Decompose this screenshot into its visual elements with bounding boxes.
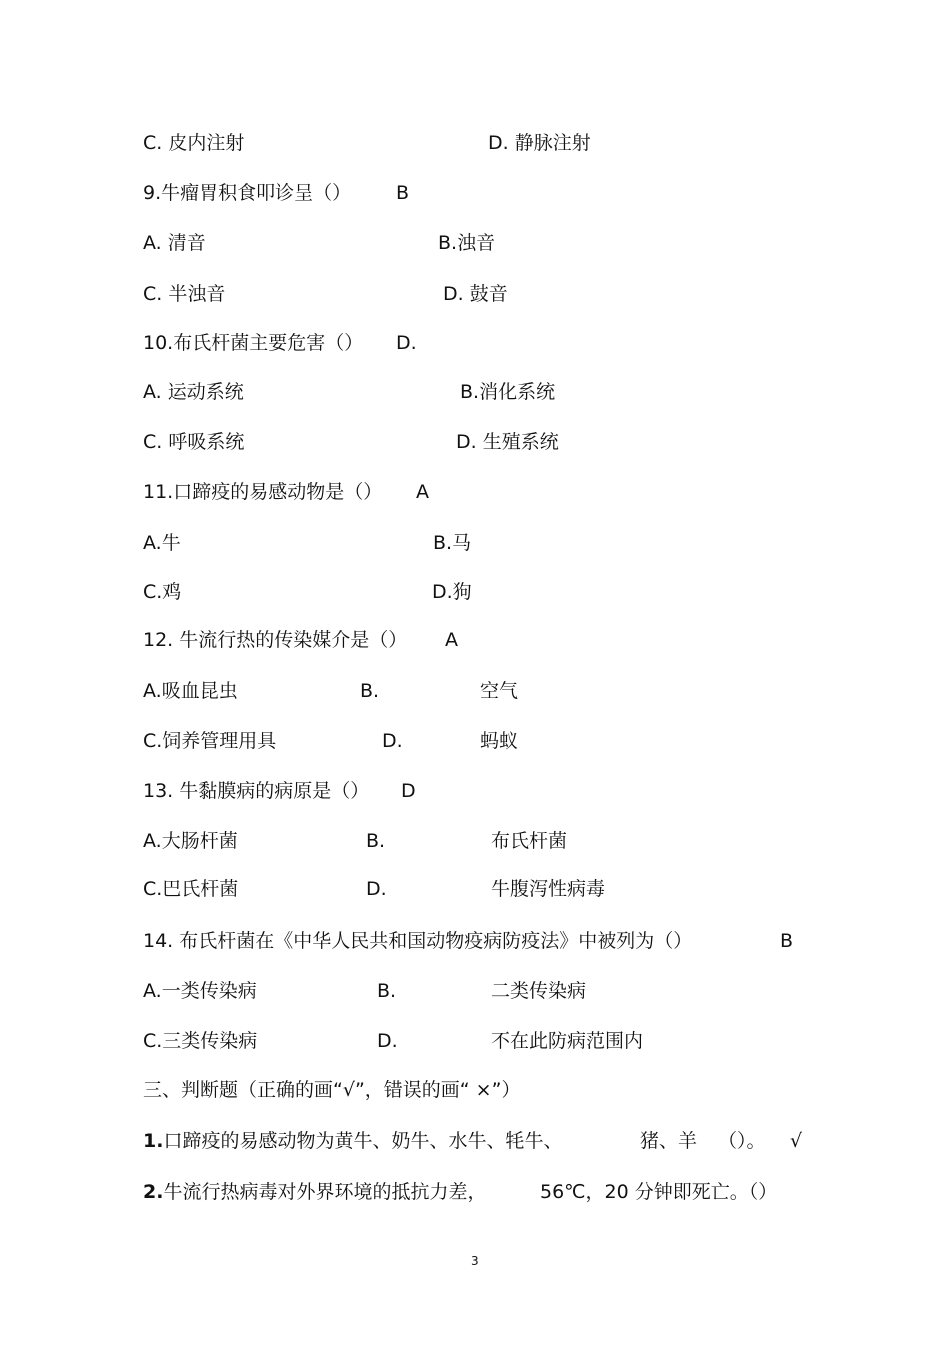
option-c: C. 呼吸系统 [143,431,245,453]
question-14: 14. 布氏杆菌在《中华人民共和国动物疫病防疫法》中被列为（） [143,930,693,952]
option-b-letter: B. [377,980,397,1002]
option-a: A.大肠杆菌 [143,830,238,852]
answer-14: B [780,930,794,952]
option-d: D. 静脉注射 [488,132,591,154]
answer-13: D [401,780,416,802]
option-b-text: 空气 [480,680,519,702]
option-d-text: 牛腹泻性病毒 [491,878,606,900]
judgement-text-cont: 56℃，20 分钟即死亡。（） [540,1181,778,1203]
section-heading: 三、判断题（正确的画“√”，错误的画“ ×”） [143,1079,521,1101]
option-d-letter: D. [382,730,403,752]
option-b: B.浊音 [438,232,496,254]
option-d: D.狗 [432,581,472,603]
option-a: A.吸血昆虫 [143,680,238,702]
judgement-number: 1. [143,1130,164,1152]
judgement-1 [143,1129,562,1153]
judgement-text: 口蹄疫的易感动物为黄牛、奶牛、水牛、牦牛、 [163,1130,563,1152]
question-10: 10.布氏杆菌主要危害（） [143,332,364,354]
judgement-number: 2. [143,1181,164,1203]
judgement-text: 牛流行热病毒对外界环境的抵抗力差， [163,1181,487,1203]
option-c: C. 皮内注射 [143,132,245,154]
judgement-answer: √ [790,1130,803,1152]
option-a: A. 清音 [143,232,206,254]
question-11: 11.口蹄疫的易感动物是（） [143,481,383,503]
judgement-blank: （）。 [718,1130,766,1152]
option-c: C.饲养管理用具 [143,730,277,752]
question-12: 12. 牛流行热的传染媒介是（） [143,629,408,651]
question-9: 9.牛瘤胃积食叩诊呈（） [143,182,352,204]
answer-10: D. [396,332,417,354]
option-b: B.消化系统 [460,381,556,403]
option-d-text: 蚂蚁 [480,730,519,752]
option-a: A. 运动系统 [143,381,244,403]
option-d: D. 鼓音 [443,283,508,305]
judgement-text-cont: 猪、羊 [640,1130,698,1152]
option-c: C.三类传染病 [143,1030,258,1052]
answer-11: A [416,481,429,503]
question-13: 13. 牛黏膜病的病原是（） [143,780,370,802]
option-c: C.鸡 [143,581,182,603]
option-b-text: 二类传染病 [491,980,587,1002]
page-number: 3 [471,1254,479,1268]
option-b-text: 布氏杆菌 [491,830,568,852]
option-c: C. 半浊音 [143,283,226,305]
option-d: D. 生殖系统 [456,431,559,453]
option-d-letter: D. [366,878,387,900]
option-a: A.牛 [143,532,181,554]
option-b-letter: B. [366,830,386,852]
option-a: A.一类传染病 [143,980,257,1002]
answer-12: A [445,629,458,651]
answer-9: B [396,182,410,204]
judgement-2 [143,1180,486,1204]
option-b-letter: B. [360,680,380,702]
option-b: B.马 [433,532,472,554]
option-c: C.巴氏杆菌 [143,878,239,900]
option-d-letter: D. [377,1030,398,1052]
option-d-text: 不在此防病范围内 [491,1030,644,1052]
